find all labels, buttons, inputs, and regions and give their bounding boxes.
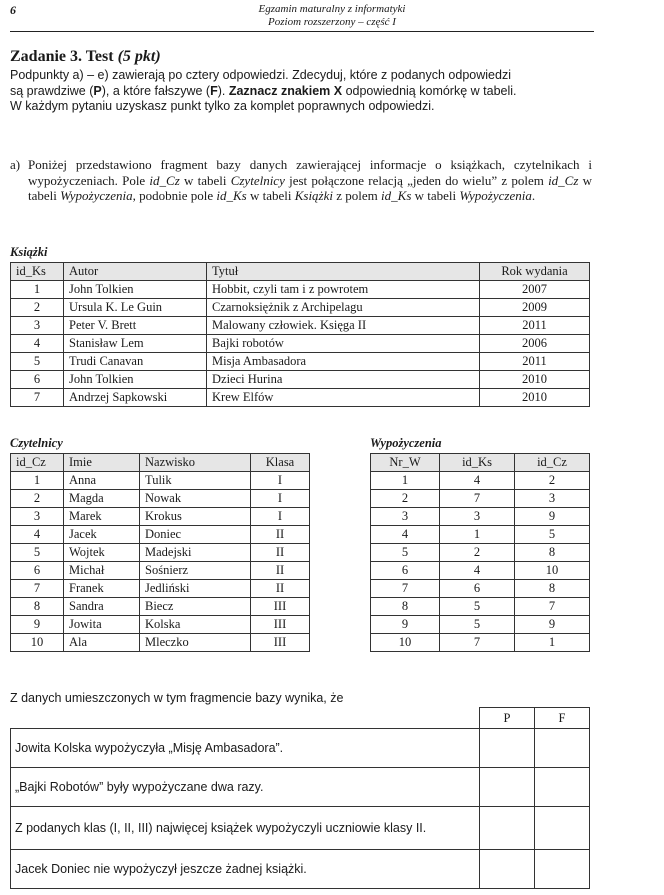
czytelnicy-cell: 9 — [11, 616, 64, 634]
instr-text: ). — [217, 83, 229, 98]
czytelnicy-cell: Jowita — [64, 616, 140, 634]
czytelnicy-cell: 5 — [11, 544, 64, 562]
statement-text: Z podanych klas (I, II, III) najwięcej książek wypożyczyli uczniowie klasy II. — [11, 807, 480, 850]
czytelnicy-column-header: id_Cz — [11, 454, 64, 472]
wypozyczenia-cell: 7 — [515, 598, 590, 616]
answer-f-cell[interactable] — [535, 807, 590, 850]
wypozyczenia-column-header: Nr_W — [371, 454, 440, 472]
table-row — [371, 634, 590, 652]
czytelnicy-cell: Anna — [64, 472, 140, 490]
instructions-line-1: Podpunkty a) – e) zawierają po cztery odpowiedzi. Zdecyduj, które z podanych odpowiedzi — [10, 68, 511, 82]
ksiazki-cell: John Tolkien — [64, 371, 207, 389]
wypozyczenia-cell: 2 — [371, 490, 440, 508]
q-table: Wypożyczenia — [459, 188, 532, 203]
czytelnicy-cell: Nowak — [140, 490, 251, 508]
czytelnicy-cell: Kolska — [140, 616, 251, 634]
answer-p-cell[interactable] — [480, 850, 535, 889]
ksiazki-cell: Andrzej Sapkowski — [64, 389, 207, 407]
ksiazki-cell: Peter V. Brett — [64, 317, 207, 335]
table-row — [11, 616, 310, 634]
ksiazki-cell: 2010 — [480, 389, 590, 407]
answers-intro: Z danych umieszczonych w tym fragmencie bazy wynika, że — [10, 691, 344, 705]
ksiazki-cell: John Tolkien — [64, 281, 207, 299]
answer-f-cell[interactable] — [535, 729, 590, 768]
czytelnicy-cell: Ala — [64, 634, 140, 652]
answer-row — [11, 807, 590, 850]
czytelnicy-cell: III — [251, 598, 310, 616]
ksiazki-cell: 2006 — [480, 335, 590, 353]
wypozyczenia-cell: 4 — [440, 472, 515, 490]
czytelnicy-cell: Madejski — [140, 544, 251, 562]
instructions-line-3: W każdym pytaniu uzyskasz punkt tylko za komplet poprawnych odpowiedzi. — [10, 99, 435, 113]
table-row — [371, 472, 590, 490]
answer-row — [11, 729, 590, 768]
czytelnicy-cell: 1 — [11, 472, 64, 490]
czytelnicy-cell: 2 — [11, 490, 64, 508]
table-row — [11, 634, 310, 652]
header-line-2: Poziom rozszerzony – część I — [268, 16, 396, 28]
czytelnicy-cell: Tulik — [140, 472, 251, 490]
wypozyczenia-cell: 1 — [515, 634, 590, 652]
statement-text: „Bajki Robotów” były wypożyczane dwa razy. — [11, 768, 480, 807]
answer-f-cell[interactable] — [535, 850, 590, 889]
table-row — [371, 580, 590, 598]
ksiazki-cell: Trudi Canavan — [64, 353, 207, 371]
answer-header-blank — [11, 708, 480, 729]
p-column-header: P — [480, 708, 535, 729]
czytelnicy-cell: 7 — [11, 580, 64, 598]
ksiazki-cell: Misja Ambasadora — [207, 353, 480, 371]
q-text: w tabeli — [28, 172, 593, 203]
czytelnicy-cell: Marek — [64, 508, 140, 526]
czytelnicy-cell: Jedliński — [140, 580, 251, 598]
table-row — [11, 490, 310, 508]
wypozyczenia-header-row — [371, 454, 590, 472]
wypozyczenia-cell: 5 — [440, 616, 515, 634]
czytelnicy-cell: Sandra — [64, 598, 140, 616]
ksiazki-caption: Książki — [10, 245, 48, 259]
ksiazki-column-header: Rok wydania — [480, 263, 590, 281]
wypozyczenia-cell: 6 — [371, 562, 440, 580]
ksiazki-cell: 6 — [11, 371, 64, 389]
ksiazki-cell: Hobbit, czyli tam i z powrotem — [207, 281, 480, 299]
instr-text: są prawdziwe ( — [10, 83, 94, 98]
instr-p: P — [93, 83, 102, 98]
ksiazki-cell: Bajki robotów — [207, 335, 480, 353]
ksiazki-cell: 4 — [11, 335, 64, 353]
wypozyczenia-cell: 10 — [371, 634, 440, 652]
q-text: z polem — [333, 188, 382, 203]
wypozyczenia-cell: 6 — [440, 580, 515, 598]
table-row — [11, 389, 590, 407]
table-row — [371, 562, 590, 580]
ksiazki-column-header: Autor — [64, 263, 207, 281]
wypozyczenia-cell: 9 — [515, 508, 590, 526]
czytelnicy-cell: Michał — [64, 562, 140, 580]
answer-p-cell[interactable] — [480, 729, 535, 768]
header-rule — [10, 31, 594, 32]
czytelnicy-cell: Jacek — [64, 526, 140, 544]
answer-row — [11, 850, 590, 889]
czytelnicy-table — [10, 453, 310, 652]
wypozyczenia-cell: 7 — [440, 634, 515, 652]
czytelnicy-cell: Sośnierz — [140, 562, 251, 580]
ksiazki-cell: 3 — [11, 317, 64, 335]
wypozyczenia-cell: 7 — [440, 490, 515, 508]
ksiazki-cell: 1 — [11, 281, 64, 299]
czytelnicy-cell: II — [251, 544, 310, 562]
czytelnicy-cell: 4 — [11, 526, 64, 544]
table-row — [371, 508, 590, 526]
running-header — [150, 3, 514, 29]
wypozyczenia-cell: 8 — [515, 544, 590, 562]
table-row — [371, 526, 590, 544]
q-text: , podobnie pole — [132, 188, 217, 203]
czytelnicy-cell: II — [251, 562, 310, 580]
table-row — [11, 299, 590, 317]
q-table: Czytelnicy — [230, 172, 285, 188]
task-instructions — [10, 68, 592, 115]
czytelnicy-cell: Doniec — [140, 526, 251, 544]
q-field: id_Cz — [149, 172, 180, 188]
answer-table — [10, 707, 590, 889]
instr-bold: Zaznacz znakiem X — [228, 83, 343, 98]
table-row — [11, 281, 590, 299]
wypozyczenia-cell: 8 — [371, 598, 440, 616]
ksiazki-cell: Stanisław Lem — [64, 335, 207, 353]
ksiazki-cell: 7 — [11, 389, 64, 407]
czytelnicy-cell: I — [251, 490, 310, 508]
czytelnicy-cell: II — [251, 580, 310, 598]
question-label: a) — [10, 157, 21, 172]
wypozyczenia-cell: 4 — [440, 562, 515, 580]
answer-f-cell[interactable] — [535, 768, 590, 807]
czytelnicy-cell: I — [251, 472, 310, 490]
statement-text: Jowita Kolska wypożyczyła „Misję Ambasadora”. — [11, 729, 480, 768]
ksiazki-column-header: Tytuł — [207, 263, 480, 281]
q-text: jest połączone relacją „jeden do wielu” z polem — [284, 172, 549, 188]
q-table: Książki — [294, 188, 334, 203]
wypozyczenia-cell: 8 — [515, 580, 590, 598]
ksiazki-cell: 2011 — [480, 317, 590, 335]
table-row — [11, 371, 590, 389]
header-line-1: Egzamin maturalny z informatyki — [258, 3, 406, 15]
q-text: Poniżej przedstawiono fragment bazy danych zawierającej informacje o książkach, czytelnikach i wypożyczeniach. Pole — [28, 157, 592, 188]
wypozyczenia-column-header: id_Cz — [515, 454, 590, 472]
table-row — [371, 616, 590, 634]
f-column-header: F — [535, 708, 590, 729]
table-row — [11, 353, 590, 371]
czytelnicy-column-header: Nazwisko — [140, 454, 251, 472]
czytelnicy-cell: Magda — [64, 490, 140, 508]
table-row — [371, 490, 590, 508]
czytelnicy-cell: Franek — [64, 580, 140, 598]
czytelnicy-caption: Czytelnicy — [10, 436, 63, 450]
wypozyczenia-caption: Wypożyczenia — [370, 436, 442, 450]
wypozyczenia-cell: 3 — [440, 508, 515, 526]
ksiazki-column-header: id_Ks — [11, 263, 64, 281]
czytelnicy-column-header: Klasa — [251, 454, 310, 472]
table-row — [11, 526, 310, 544]
wypozyczenia-cell: 5 — [515, 526, 590, 544]
answer-row — [11, 768, 590, 807]
wypozyczenia-cell: 9 — [371, 616, 440, 634]
task-title-text: Zadanie 3. Test — [10, 48, 118, 65]
instr-text: ), a które fałszywe ( — [101, 83, 211, 98]
wypozyczenia-cell: 2 — [515, 472, 590, 490]
czytelnicy-cell: Mleczko — [140, 634, 251, 652]
wypozyczenia-cell: 1 — [440, 526, 515, 544]
czytelnicy-cell: I — [251, 508, 310, 526]
task-title — [10, 48, 161, 66]
answer-header-row — [11, 708, 590, 729]
wypozyczenia-table — [370, 453, 590, 652]
czytelnicy-cell: Krokus — [140, 508, 251, 526]
czytelnicy-cell: 6 — [11, 562, 64, 580]
wypozyczenia-cell: 2 — [440, 544, 515, 562]
czytelnicy-cell: III — [251, 616, 310, 634]
page-number: 6 — [10, 3, 16, 17]
table-row — [11, 335, 590, 353]
table-row — [11, 317, 590, 335]
statement-text: Jacek Doniec nie wypożyczył jeszcze żadnej książki. — [11, 850, 480, 889]
question-a — [10, 157, 592, 204]
czytelnicy-header-row — [11, 454, 310, 472]
answer-p-cell[interactable] — [480, 768, 535, 807]
ksiazki-cell: Ursula K. Le Guin — [64, 299, 207, 317]
q-field: id_Ks — [381, 188, 412, 203]
table-row — [11, 472, 310, 490]
wypozyczenia-cell: 9 — [515, 616, 590, 634]
q-text: w tabeli — [246, 188, 295, 203]
wypozyczenia-cell: 7 — [371, 580, 440, 598]
ksiazki-table — [10, 262, 590, 407]
ksiazki-cell: 2007 — [480, 281, 590, 299]
ksiazki-cell: 2010 — [480, 371, 590, 389]
wypozyczenia-cell: 1 — [371, 472, 440, 490]
czytelnicy-cell: Biecz — [140, 598, 251, 616]
table-row — [11, 598, 310, 616]
q-text: w tabeli — [411, 188, 460, 203]
czytelnicy-cell: II — [251, 526, 310, 544]
czytelnicy-cell: 8 — [11, 598, 64, 616]
ksiazki-cell: Czarnoksiężnik z Archipelagu — [207, 299, 480, 317]
wypozyczenia-cell: 5 — [440, 598, 515, 616]
czytelnicy-cell: 3 — [11, 508, 64, 526]
wypozyczenia-column-header: id_Ks — [440, 454, 515, 472]
table-row — [371, 598, 590, 616]
table-row — [11, 508, 310, 526]
ksiazki-cell: 2009 — [480, 299, 590, 317]
q-table: Wypożyczenia — [60, 188, 133, 203]
ksiazki-header-row — [11, 263, 590, 281]
wypozyczenia-cell: 4 — [371, 526, 440, 544]
ksiazki-cell: Malowany człowiek. Księga II — [207, 317, 480, 335]
q-text: w tabeli — [179, 172, 231, 188]
czytelnicy-cell: Wojtek — [64, 544, 140, 562]
wypozyczenia-cell: 10 — [515, 562, 590, 580]
czytelnicy-cell: 10 — [11, 634, 64, 652]
question-text — [28, 157, 592, 204]
ksiazki-cell: 2011 — [480, 353, 590, 371]
ksiazki-cell: Krew Elfów — [207, 389, 480, 407]
task-points: (5 pkt) — [117, 48, 161, 65]
table-row — [371, 544, 590, 562]
wypozyczenia-cell: 3 — [371, 508, 440, 526]
ksiazki-cell: 2 — [11, 299, 64, 317]
instr-text: odpowiednią komórkę w tabeli. — [342, 83, 517, 98]
instructions-line-2 — [10, 84, 592, 100]
q-field: id_Ks — [216, 188, 247, 203]
table-row — [11, 544, 310, 562]
table-row — [11, 562, 310, 580]
ksiazki-cell: Dzieci Hurina — [207, 371, 480, 389]
q-field: id_Cz — [548, 172, 579, 188]
ksiazki-cell: 5 — [11, 353, 64, 371]
instr-f: F — [210, 83, 218, 98]
czytelnicy-cell: III — [251, 634, 310, 652]
czytelnicy-column-header: Imie — [64, 454, 140, 472]
table-row — [11, 580, 310, 598]
wypozyczenia-cell: 3 — [515, 490, 590, 508]
answer-p-cell[interactable] — [480, 807, 535, 850]
q-text: . — [531, 188, 536, 203]
wypozyczenia-cell: 5 — [371, 544, 440, 562]
